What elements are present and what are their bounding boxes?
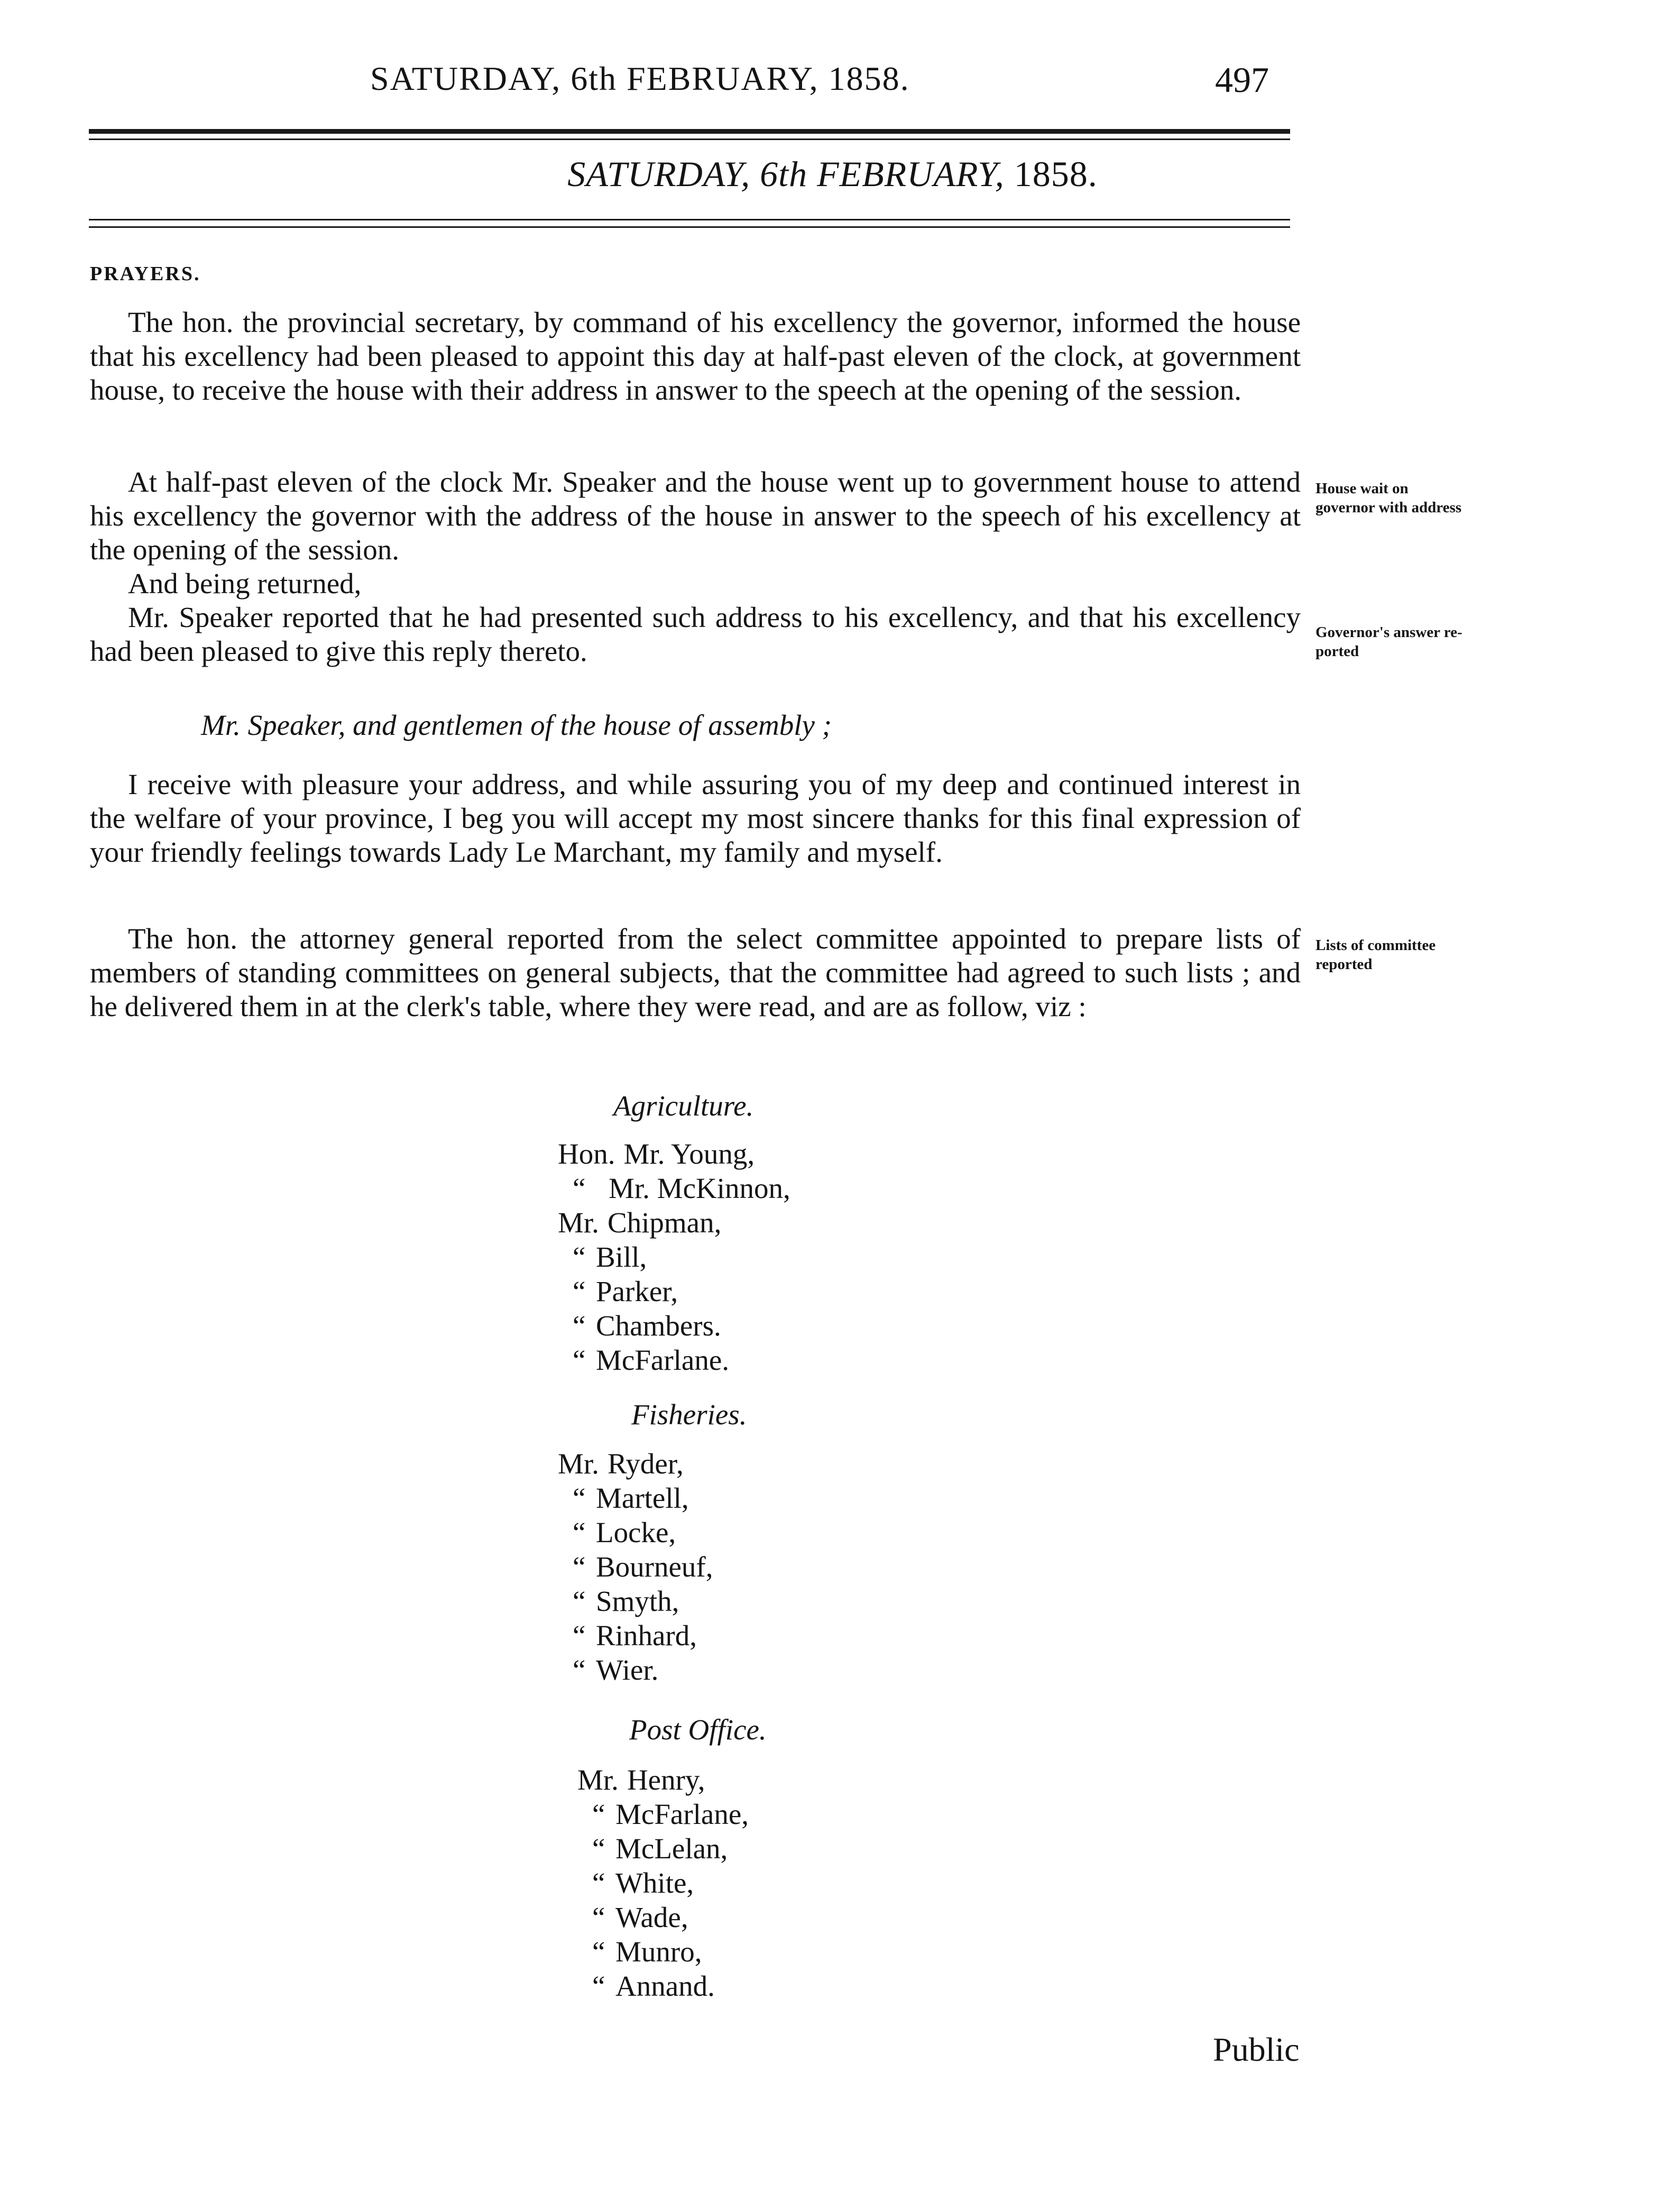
list-item: “ McLelan, xyxy=(592,1832,728,1865)
paragraph-house-went-up: At half-past eleven of the clock Mr. Speaker and the house went up to government house to attend his excellency the governor with the address of the house in answer to the speech of his excellency at the opening of the session. xyxy=(90,466,1301,566)
header-rule-thick xyxy=(89,129,1290,134)
marginal-line: governor with address xyxy=(1316,499,1462,516)
running-head: SATURDAY, 6th FEBRUARY, 1858. xyxy=(370,60,910,97)
list-item: Mr. Ryder, xyxy=(558,1448,684,1480)
prayers-label: PRAYERS. xyxy=(90,263,201,285)
list-item: “ White, xyxy=(592,1867,694,1899)
list-item: “ McFarlane. xyxy=(573,1344,729,1376)
paragraph-provincial-secretary: The hon. the provincial secretary, by command of his excellency the governor, informed the house that his excellency had been pleased to appoint this day at half-past eleven of the clock, at government house, to receive the house with their address in answer to the speech at the opening of the session. xyxy=(90,306,1301,406)
committee-heading: Fisheries. xyxy=(631,1398,747,1431)
header-rule-thin xyxy=(89,139,1290,140)
list-item: “ Smyth, xyxy=(573,1585,679,1617)
list-item: “ Parker, xyxy=(573,1275,678,1307)
marginal-note-governor-answer xyxy=(1316,623,1527,661)
list-item: “ Chambers. xyxy=(573,1310,721,1342)
session-title xyxy=(0,153,1665,195)
committee-members-list xyxy=(558,1446,713,1687)
list-item: Mr. Henry, xyxy=(577,1764,705,1796)
catchword: Public xyxy=(1213,2031,1300,2068)
committee-heading: Post Office. xyxy=(629,1713,767,1746)
list-item: “ Wade, xyxy=(592,1901,688,1933)
marginal-line: Governor's answer re- xyxy=(1316,624,1462,641)
list-item: “ Locke, xyxy=(573,1516,676,1549)
paragraph-being-returned: And being returned, xyxy=(128,567,362,600)
address-heading: Mr. Speaker, and gentlemen of the house of assembly ; xyxy=(201,709,832,741)
list-item: “ Mr. McKinnon, xyxy=(573,1172,790,1204)
marginal-note-house-wait xyxy=(1316,479,1527,517)
list-item: “ Martell, xyxy=(573,1482,689,1514)
committee-members-list xyxy=(577,1763,749,2003)
session-year: 1858. xyxy=(1014,154,1098,194)
paragraph-attorney-general: The hon. the attorney general reported from the select committee appointed to prepare lists of members of standing committees on general subjects, that the committee had agreed to such lists ; and he delivered them in at the clerk's table, where they were read, and are as follow, viz : xyxy=(90,923,1301,1022)
committee-members-list xyxy=(558,1137,790,1377)
list-item: Mr. Chipman, xyxy=(558,1206,722,1239)
list-item: “ McFarlane, xyxy=(592,1798,749,1830)
marginal-line: Lists of committee xyxy=(1316,937,1436,954)
title-rule-upper xyxy=(89,219,1290,220)
list-item: “ Munro, xyxy=(592,1935,702,1968)
list-item: “ Annand. xyxy=(592,1970,715,2002)
list-item: Hon. Mr. Young, xyxy=(558,1138,755,1170)
marginal-note-lists-reported xyxy=(1316,936,1527,974)
committee-heading: Agriculture. xyxy=(613,1090,754,1122)
paragraph-speaker-reported: Mr. Speaker reported that he had presented such address to his excellency, and that his excellency had been pleased to give this reply thereto. xyxy=(90,601,1301,667)
marginal-line: House wait on xyxy=(1316,480,1409,497)
list-item: “ Bill, xyxy=(573,1241,647,1273)
marginal-line: reported xyxy=(1316,956,1373,973)
page-number: 497 xyxy=(1215,60,1269,100)
paragraph-governor-reply: I receive with pleasure your address, and while assuring you of my deep and continued interest in the welfare of your province, I beg you will accept my most sincere thanks for this final expression of your friendly feelings towards Lady Le Marchant, my family and myself. xyxy=(90,768,1301,868)
marginal-line: ported xyxy=(1316,643,1359,660)
list-item: “ Rinhard, xyxy=(573,1619,697,1652)
session-date: SATURDAY, 6th FEBRUARY, xyxy=(567,154,1005,194)
list-item: “ Wier. xyxy=(573,1654,659,1686)
title-rule-lower xyxy=(89,226,1290,228)
list-item: “ Bourneuf, xyxy=(573,1551,713,1583)
